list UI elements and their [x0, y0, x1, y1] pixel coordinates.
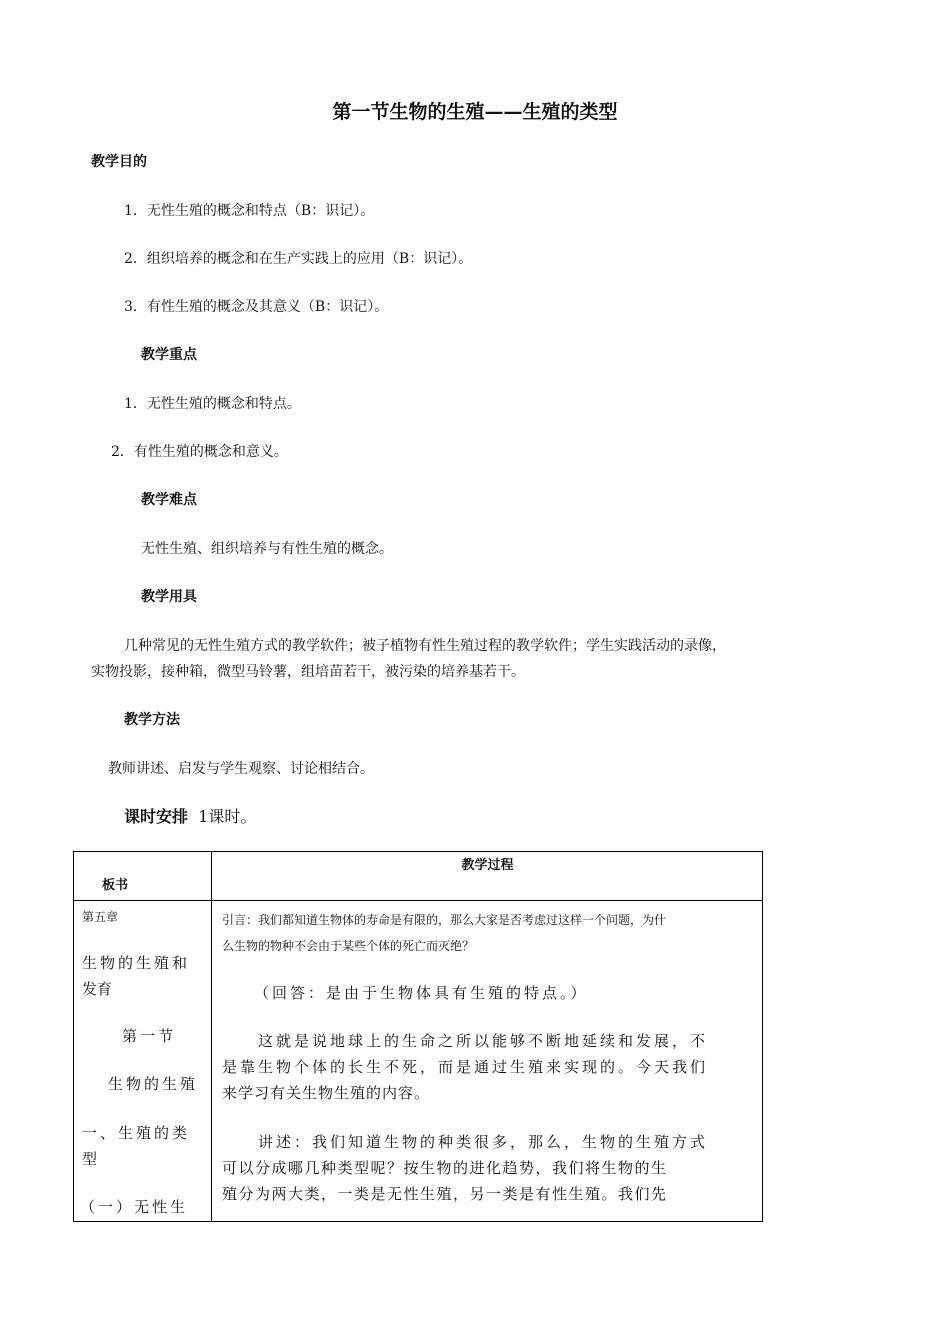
- board-section: 第一节: [122, 1027, 177, 1045]
- process-intro-line: 么生物的物种不会由于某些个体的死亡而灭绝？: [222, 939, 475, 953]
- board-column-header: [74, 852, 212, 901]
- process-paragraph-line: 殖分为两大类，一类是无性生殖，另一类是有性生殖。我们先: [222, 1185, 668, 1203]
- difficulties-text: 无性生殖、组织培养与有性生殖的概念。: [141, 541, 393, 557]
- tools-text-line: 实物投影，接种箱，微型马铃薯，组培苗若干，被污染的培养基若干。: [91, 664, 525, 680]
- board-chapter-title: 发育: [82, 980, 113, 998]
- objectives-heading: 教学目的: [91, 154, 147, 170]
- key-points-heading: 教学重点: [141, 347, 197, 363]
- objective-item: 3．有性生殖的概念及其意义（B：识记）。: [124, 299, 389, 315]
- schedule-text: 1课时。: [198, 807, 257, 826]
- process-paragraph-line: 讲述：我们知道生物的种类很多，那么，生物的生殖方式: [258, 1133, 709, 1151]
- board-part: 型: [82, 1150, 98, 1168]
- board-subpart: （一）无性生: [80, 1198, 189, 1216]
- difficulties-heading: 教学难点: [141, 492, 197, 508]
- methods-heading: 教学方法: [124, 712, 180, 728]
- tools-heading: 教学用具: [141, 589, 197, 605]
- board-part: 一、生殖的类: [82, 1124, 191, 1142]
- page-title: 第一节生物的生殖——生殖的类型: [332, 101, 618, 123]
- board-chapter-title: 生物的生殖和: [82, 954, 191, 972]
- schedule-heading: 课时安排: [124, 807, 189, 826]
- board-chapter: 第五章: [82, 910, 119, 924]
- process-paragraph-line: 来学习有关生物生殖的内容。: [222, 1084, 431, 1102]
- board-section-title: 生物的生殖: [108, 1075, 199, 1093]
- methods-text: 教师讲述、启发与学生观察、讨论相结合。: [108, 761, 374, 777]
- process-paragraph-line: 是靠生物个体的长生不死，而是通过生殖来实现的。今天我们: [222, 1058, 709, 1076]
- schedule-line: [124, 806, 256, 828]
- lesson-table: [73, 851, 763, 1222]
- process-header-label: 教学过程: [461, 858, 514, 873]
- key-point-item: 2．有性生殖的概念和意义。: [111, 444, 288, 460]
- process-cell: [212, 901, 763, 1222]
- objective-item: 2．组织培养的概念和在生产实践上的应用（B：识记）。: [124, 251, 473, 267]
- process-paragraph-line: 可以分成哪几种类型呢？按生物的进化趋势，我们将生物的生: [222, 1159, 668, 1177]
- process-intro-line: 引言：我们都知道生物体的寿命是有限的，那么大家是否考虑过这样一个问题，为什: [222, 913, 667, 927]
- key-point-item: 1．无性生殖的概念和特点。: [124, 396, 301, 412]
- process-answer: （回答：是由于生物体具有生殖的特点。）: [254, 984, 589, 1002]
- board-header-label: 板书: [102, 878, 129, 893]
- process-paragraph-line: 这就是说地球上的生命之所以能够不断地延续和发展，不: [258, 1032, 709, 1050]
- tools-text-line: 几种常见的无性生殖方式的教学软件；被子植物有性生殖过程的教学软件；学生实践活动的录像，: [124, 638, 726, 654]
- objective-item: 1．无性生殖的概念和特点（B：识记）。: [124, 203, 375, 219]
- process-column-header: [212, 852, 763, 901]
- board-cell: [74, 901, 212, 1222]
